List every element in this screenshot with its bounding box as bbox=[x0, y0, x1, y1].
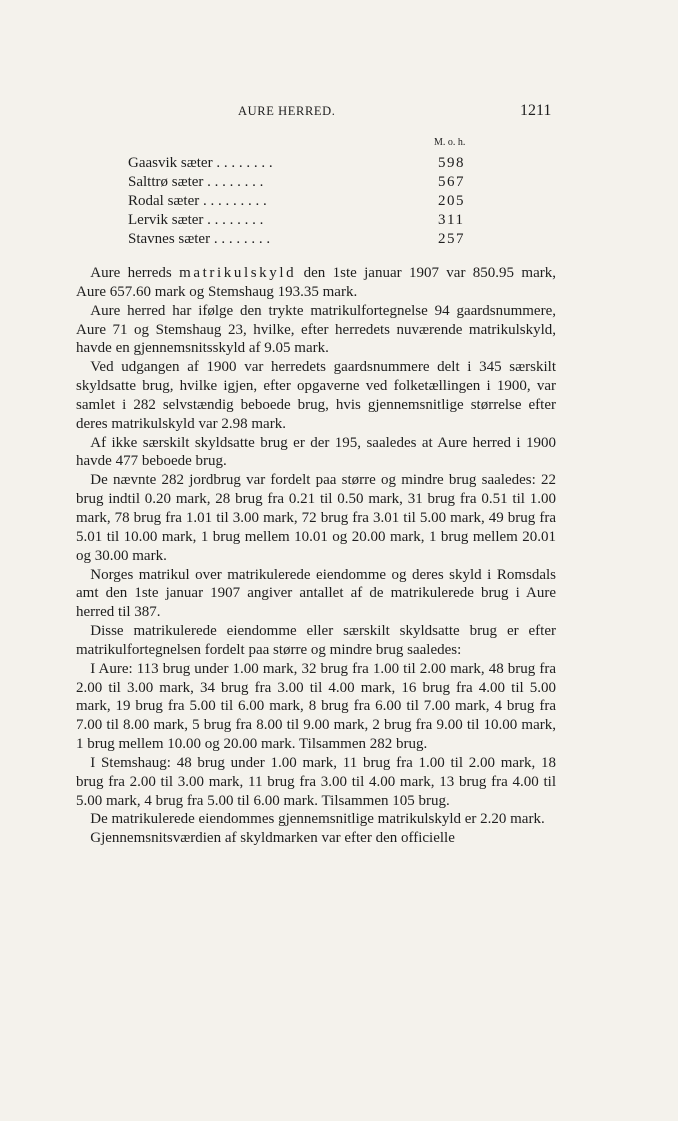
paragraph: Ved udgangen af 1900 var herredets gaardsnummere delt i 345 særskilt skyldsatte brug, hvilke igjen, efter opgaverne ved folketællingen i 1900, var samlet i 282 selvstændig beboede brug, hvis gjennemsnitlige størrelse efter deres matrikulskyld var 2.98 mark. bbox=[76, 359, 556, 432]
elevation-unit-label: M. o. h. bbox=[434, 137, 466, 148]
seter-name: Salttrø sæter bbox=[128, 174, 204, 190]
seter-row bbox=[128, 230, 468, 249]
seter-elevation: 311 bbox=[438, 212, 465, 228]
page-number: 1211 bbox=[520, 102, 552, 119]
running-head: AURE HERRED. bbox=[238, 104, 336, 118]
seter-row bbox=[128, 173, 468, 192]
seter-rows bbox=[128, 154, 468, 249]
body-text bbox=[76, 264, 556, 848]
paragraph-matrikulskyld: Aure herreds matrikulskyld den 1ste januar 1907 var 850.95 mark, Aure 657.60 mark og Stemshaug 193.35 mark. bbox=[76, 265, 556, 300]
seter-row bbox=[128, 192, 468, 211]
paragraph: Disse matrikulerede eiendomme eller særskilt skyldsatte brug er efter matrikulfortegnelsen fordelt paa større og mindre brug saaledes: bbox=[76, 623, 556, 658]
seter-elevation: 598 bbox=[438, 155, 465, 171]
spaced-term: matrikulskyld bbox=[179, 265, 297, 281]
paragraph: Af ikke særskilt skyldsatte brug er der 195, saaledes at Aure herred i 1900 havde 477 beboede brug. bbox=[76, 434, 556, 470]
seter-row bbox=[128, 154, 468, 173]
leader-dots: . . . . . . . . bbox=[210, 231, 271, 247]
seter-name: Gaasvik sæter bbox=[128, 155, 213, 171]
paragraph: De matrikulerede eiendommes gjennemsnitlige matrikulskyld er 2.20 mark. bbox=[90, 811, 545, 828]
leader-dots: . . . . . . . . bbox=[212, 155, 273, 171]
seter-elevation: 205 bbox=[438, 193, 465, 209]
paragraph: Gjennemsnitsværdien af skyldmarken var efter den officielle bbox=[90, 830, 455, 847]
leader-dots: . . . . . . . . bbox=[203, 174, 264, 190]
leader-dots: . . . . . . . . bbox=[203, 212, 264, 228]
paragraph: Norges matrikul over matrikulerede eiendomme og deres skyld i Romsdals amt den 1ste januar 1907 angiver antallet af de matrikulerede brug i Aure herred til 387. bbox=[76, 566, 556, 621]
page-header bbox=[0, 104, 678, 124]
seter-elevation: 257 bbox=[438, 231, 465, 247]
seter-row bbox=[128, 211, 468, 230]
seter-name: Stavnes sæter bbox=[128, 231, 211, 247]
seter-name: Rodal sæter bbox=[128, 193, 200, 209]
seter-name: Lervik sæter bbox=[128, 212, 204, 228]
paragraph: Aure herred har ifølge den trykte matrikulfortegnelse 94 gaardsnummere, Aure 71 og Stemshaug 23, hvilke, efter herredets nuværende matrikulskyld, havde en gjennemsnitsskyld af 9.05 mark. bbox=[76, 302, 556, 357]
paragraph: I Aure: 113 brug under 1.00 mark, 32 brug fra 1.00 til 2.00 mark, 48 brug fra 2.00 til 3.00 mark, 34 brug fra 3.00 til 4.00 mark, 16 brug fra 4.00 til 5.00 mark, 19 brug fra 5.00 til 6.00 mark, 8 brug fra 6.00 til 7.00 mark, 4 brug fra 7.00 til 8.00 mark, 5 brug fra 8.00 til 9.00 mark, 2 brug fra 9.00 til 10.00 mark, 1 brug mellem 10.00 og 20.00 mark. Tilsammen 282 brug. bbox=[76, 660, 556, 753]
seter-elevation: 567 bbox=[438, 174, 465, 190]
leader-dots: . . . . . . . . . bbox=[199, 193, 267, 209]
paragraph: De nævnte 282 jordbrug var fordelt paa større og mindre brug saaledes: 22 brug indtil 0.20 mark, 28 brug fra 0.21 til 0.50 mark, 31 brug fra 0.51 til 1.00 mark, 78 brug fra 1.01 til 3.00 mark, 72 brug fra 3.01 til 5.00 mark, 49 brug fra 5.01 til 10.00 mark, 1 brug mellem 10.01 og 20.00 mark, 1 brug mellem 20.01 og 30.00 mark. bbox=[76, 472, 556, 564]
paragraph: I Stemshaug: 48 brug under 1.00 mark, 11 brug fra 1.00 til 2.00 mark, 18 brug fra 2.00 til 3.00 mark, 11 brug fra 3.00 til 4.00 mark, 13 brug fra 4.00 til 5.00 mark, 4 brug fra 5.00 til 6.00 mark. Tilsammen 105 brug. bbox=[76, 754, 556, 809]
